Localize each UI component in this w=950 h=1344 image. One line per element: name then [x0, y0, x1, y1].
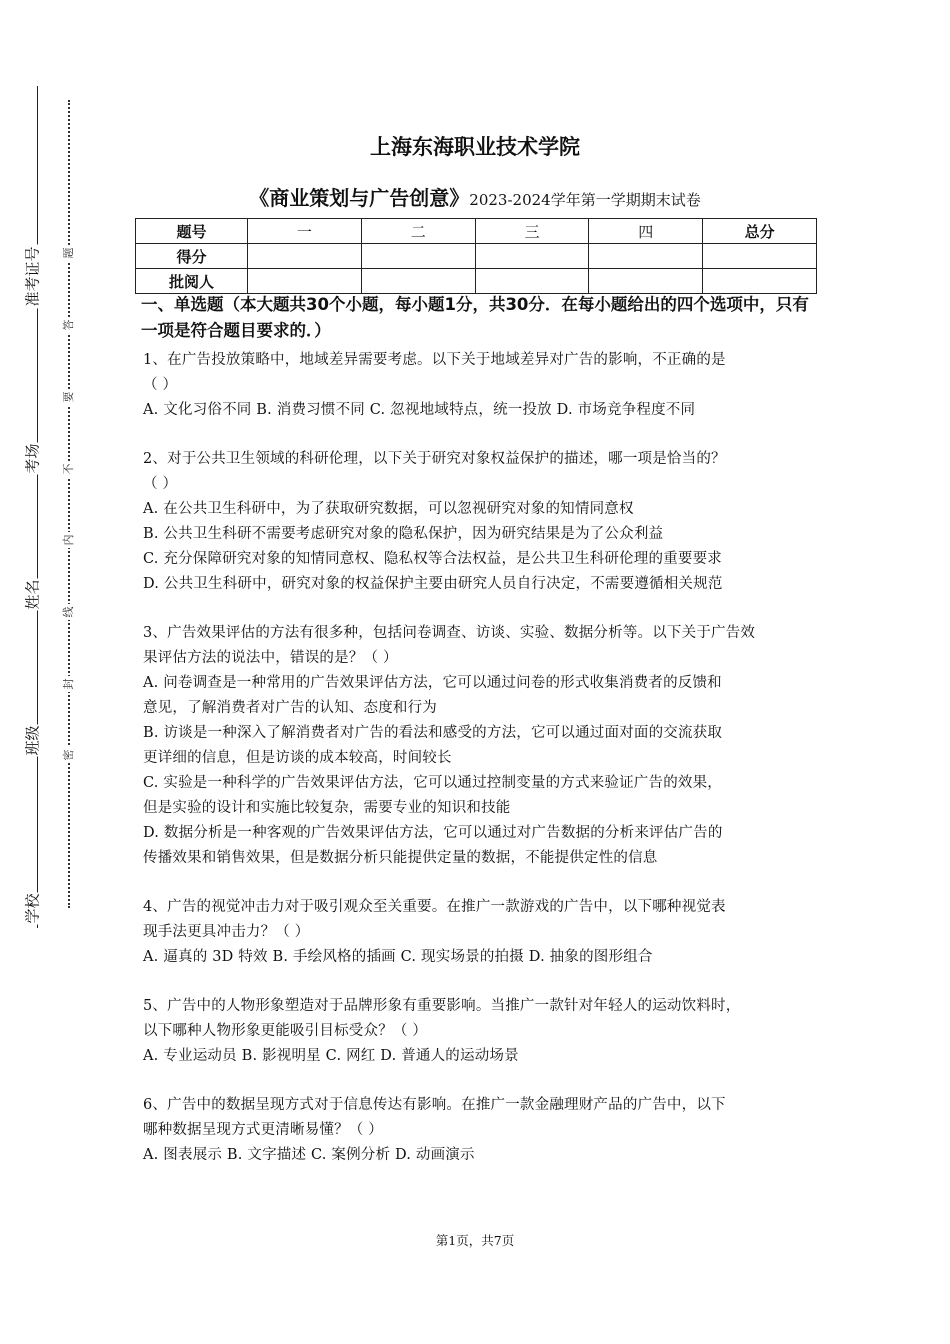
question-line: 3、广告效果评估的方法有很多种，包括问卷调查、访谈、实验、数据分析等。以下关于广告效: [143, 625, 756, 641]
section-title: 一、单选题（本大题共30个小题，每小题1分，共30分．在每小题给出的四个选项中，只有一项是符合题目要求的．）: [141, 295, 809, 340]
field-label-exam-room: 考场: [20, 443, 45, 475]
question-line: A. 文化习俗不同 B. 消费习惯不同 C. 忽视地域特点，统一投放 D. 市场竞争程度不同: [143, 402, 696, 418]
question-line: 以下哪种人物形象更能吸引目标受众？（ ）: [143, 1023, 428, 1039]
school-title: 上海东海职业技术学院: [370, 135, 580, 159]
seal-dotted-line: [68, 100, 70, 908]
score-cell: [589, 244, 703, 269]
exam-content: [143, 292, 815, 1192]
question-block: [143, 994, 815, 1069]
score-row: [136, 244, 817, 269]
score-cell: [703, 244, 817, 269]
binding-solid-line: [37, 86, 38, 928]
score-header-cell: 总分: [703, 219, 817, 244]
seal-char: 不: [59, 461, 77, 477]
question-line: 2、对于公共卫生领域的科研伦理，以下关于研究对象权益保护的描述，哪一项是恰当的？: [143, 451, 726, 467]
grader-cell: [703, 269, 817, 294]
score-header-cell: 题号: [136, 219, 248, 244]
question-line: 传播效果和销售效果，但是数据分析只能提供定量的数据，不能提供定性的信息: [143, 850, 658, 866]
question-line: 意见，了解消费者对广告的认知、态度和行为: [143, 700, 437, 716]
question-line: （ ）: [143, 476, 178, 492]
score-cell: [475, 244, 589, 269]
grader-cell: [589, 269, 703, 294]
question-line: 5、广告中的人物形象塑造对于品牌形象有重要影响。当推广一款针对年轻人的运动饮料时，: [143, 998, 741, 1014]
question-line: 4、广告的视觉冲击力对于吸引观众至关重要。在推广一款游戏的广告中，以下哪种视觉表: [143, 899, 726, 915]
question-line: 果评估方法的说法中，错误的是？（ ）: [143, 650, 398, 666]
field-label-class: 班级: [20, 725, 45, 757]
question-line: A. 在公共卫生科研中，为了获取研究数据，可以忽视研究对象的知情同意权: [143, 501, 634, 517]
page-footer: 第1页，共7页: [435, 1233, 515, 1248]
score-cell: [248, 244, 362, 269]
score-header-cell: 四: [589, 219, 703, 244]
question-line: A. 问卷调查是一种常用的广告效果评估方法，它可以通过问卷的形式收集消费者的反馈和: [143, 675, 722, 691]
question-line: A. 专业运动员 B. 影视明星 C. 网红 D. 普通人的运动场景: [143, 1048, 519, 1064]
score-cell: [361, 244, 475, 269]
course-name: 《商业策划与广告创意》: [249, 186, 470, 210]
seal-char: 答: [59, 317, 77, 333]
question-line: 哪种数据呈现方式更清晰易懂？（ ）: [143, 1122, 384, 1138]
question-list: [143, 348, 815, 1168]
exam-subtitle: [0, 182, 950, 211]
question-line: C. 实验是一种科学的广告效果评估方法，它可以通过控制变量的方式来验证广告的效果，: [143, 775, 722, 791]
score-header-cell: 二: [361, 219, 475, 244]
question-line: A. 图表展示 B. 文字描述 C. 案例分析 D. 动画演示: [143, 1147, 475, 1163]
grader-row-label: 批阅人: [136, 269, 248, 294]
field-label-school: 学校: [20, 893, 45, 925]
question-line: B. 访谈是一种深入了解消费者对广告的看法和感受的方法，它可以通过面对面的交流获取: [143, 725, 723, 741]
question-line: B. 公共卫生科研不需要考虑研究对象的隐私保护，因为研究结果是为了公众利益: [143, 526, 664, 542]
question-block: [143, 895, 815, 970]
score-table: [135, 218, 817, 294]
seal-char: 内: [59, 532, 77, 548]
exam-term: 2023-2024学年第一学期期末试卷: [469, 191, 701, 209]
score-header-cell: 一: [248, 219, 362, 244]
seal-char: 要: [59, 389, 77, 405]
grader-cell: [475, 269, 589, 294]
question-line: C. 充分保障研究对象的知情同意权、隐私权等合法权益，是公共卫生科研伦理的重要要求: [143, 551, 722, 567]
question-line: A. 逼真的 3D 特效 B. 手绘风格的插画 C. 现实场景的拍摄 D. 抽象的图形组合: [143, 949, 653, 965]
question-line: 6、广告中的数据呈现方式对于信息传达有影响。在推广一款金融理财产品的广告中，以下: [143, 1097, 726, 1113]
question-line: 更详细的信息，但是访谈的成本较高，时间较长: [143, 750, 452, 766]
question-line: D. 数据分析是一种客观的广告效果评估方法，它可以通过对广告数据的分析来评估广告的: [143, 825, 723, 841]
grader-cell: [361, 269, 475, 294]
score-table-header-row: [136, 219, 817, 244]
question-line: 但是实验的设计和实施比较复杂，需要专业的知识和技能: [143, 800, 511, 816]
score-row-label: 得分: [136, 244, 248, 269]
field-label-name: 姓名: [20, 579, 45, 611]
seal-char: 线: [59, 604, 77, 620]
grader-row: [136, 269, 817, 294]
question-line: 1、在广告投放策略中，地域差异需要考虑。以下关于地域差异对广告的影响，不正确的是: [143, 352, 726, 368]
score-header-cell: 三: [475, 219, 589, 244]
seal-char: 密: [59, 747, 77, 763]
question-line: （ ）: [143, 377, 178, 393]
field-label-exam-number: 准考证号: [20, 245, 45, 309]
seal-char: 封: [59, 676, 77, 692]
question-block: [143, 1093, 815, 1168]
question-block: [143, 348, 815, 423]
question-line: D. 公共卫生科研中，研究对象的权益保护主要由研究人员自行决定，不需要遵循相关规范: [143, 576, 723, 592]
question-block: [143, 621, 815, 871]
question-block: [143, 447, 815, 597]
seal-char: 题: [59, 245, 77, 261]
grader-cell: [248, 269, 362, 294]
question-line: 现手法更具冲击力？（ ）: [143, 924, 310, 940]
